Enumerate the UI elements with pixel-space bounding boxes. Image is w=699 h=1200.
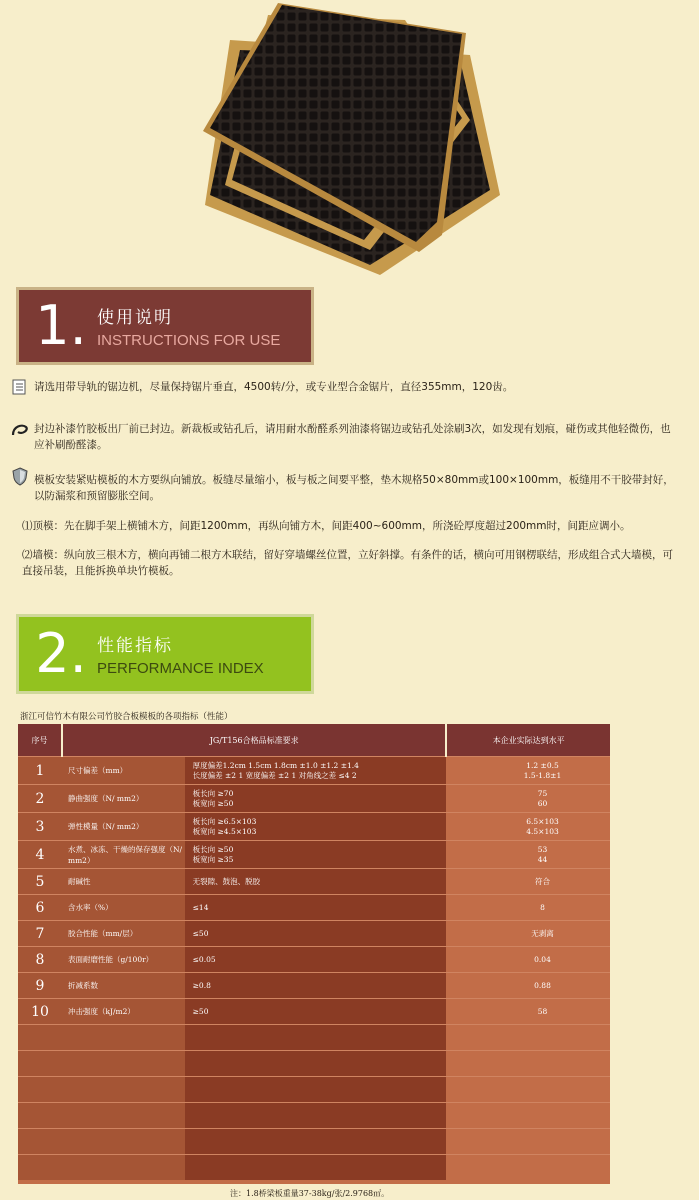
row-standard: [185, 1103, 447, 1129]
row-standard: [185, 1077, 447, 1103]
row-actual: [475, 1025, 610, 1051]
table-caption: 浙江可信竹木有限公司竹胶合板模板的各项指标（性能）: [20, 712, 233, 722]
row-item: [62, 1129, 185, 1155]
row-spacer: [446, 785, 475, 813]
row-item: 弹性模量（N/ mm2）: [62, 813, 185, 841]
instruction-wall-form: ⑵墙模：纵向放三根木方，横向再铺二根方木联结，留好穿墙螺丝位置，立好斜撑。有条件的话，横向可用钢楞联结，形成组合式大墙模，可直接吊装，且能拆换单块竹模板。: [22, 549, 673, 577]
row-number: [18, 1155, 62, 1181]
shield-icon: [10, 466, 30, 486]
table-row: [18, 973, 610, 999]
table-row: [18, 785, 610, 813]
section-title: 使用说明: [97, 308, 173, 328]
actual-line: 58: [537, 1006, 548, 1016]
table-row: [18, 757, 610, 785]
row-spacer: [446, 813, 475, 841]
row-standard: [185, 813, 447, 841]
row-item: 尺寸偏差（mm）: [62, 757, 185, 785]
row-spacer: [446, 1051, 475, 1077]
instruction-top-form: ⑴顶模：先在脚手架上横铺木方，间距1200mm，再纵向铺方木，间距400~600mm，所浇砼厚度超过200mm时，间距应调小。: [22, 520, 631, 532]
row-spacer: [446, 1103, 475, 1129]
col-header-standard: JG/T156合格品标准要求: [62, 724, 446, 757]
row-item: [62, 1077, 185, 1103]
row-standard: [185, 1129, 447, 1155]
row-actual: [475, 1103, 610, 1129]
row-number: 1: [18, 757, 62, 785]
standard-line: ≤50: [192, 928, 209, 938]
standard-line: 板宽向 ≥35: [192, 854, 234, 864]
instruction-cutting: 请选用带导轨的锯边机，尽量保持锯片垂直，4500转/分，或专业型合金锯片，直径355mm，120齿。: [34, 381, 514, 393]
row-item: 耐碱性: [62, 869, 185, 895]
standard-line: 板长向 ≥70: [192, 788, 234, 798]
row-actual: [475, 973, 610, 999]
performance-table: [18, 724, 610, 1184]
actual-line: 4.5×103: [526, 826, 559, 836]
row-spacer: [446, 1077, 475, 1103]
row-item: 折减系数: [62, 973, 185, 999]
standard-line: 厚度偏差1.2cm 1.5cm 1.8cm ±1.0 ±1.2 ±1.4: [192, 760, 359, 770]
row-actual: [475, 1155, 610, 1181]
row-number: 4: [18, 841, 62, 869]
row-item: 表面耐磨性能（g/100r）: [62, 947, 185, 973]
row-standard: [185, 895, 447, 921]
section-header-performance: [16, 614, 314, 694]
section-title: 性能指标: [97, 636, 173, 656]
instruction-sealing: 封边补漆竹胶板出厂前已封边。新裁板或钻孔后，请用耐水酚醛系列油漆将锯边或钻孔处涂刷3次，如发现有划痕，碰伤或其他轻微伤，也应补刷酚醛漆。: [34, 423, 671, 451]
standard-line: 无裂隙、鼓泡、脱胶: [192, 876, 261, 886]
actual-line: 75: [537, 788, 548, 798]
actual-line: 1.2 ±0.5: [526, 760, 559, 770]
row-number: 8: [18, 947, 62, 973]
standard-line: ≥0.8: [192, 980, 211, 990]
standard-line: 板宽向 ≥4.5×103: [192, 826, 257, 836]
row-standard: [185, 947, 447, 973]
row-actual: [475, 841, 610, 869]
brush-icon: [10, 422, 32, 438]
row-number: [18, 1129, 62, 1155]
col-header-no: 序号: [18, 724, 62, 757]
section-number: 2.: [35, 622, 87, 685]
actual-line: 53: [537, 844, 548, 854]
row-spacer: [446, 757, 475, 785]
actual-line: 0.04: [534, 954, 551, 964]
standard-line: ≥50: [192, 1006, 209, 1016]
row-number: [18, 1077, 62, 1103]
row-standard: [185, 757, 447, 785]
row-standard: [185, 1155, 447, 1181]
row-spacer: [446, 841, 475, 869]
row-number: 3: [18, 813, 62, 841]
row-standard: [185, 1051, 447, 1077]
section-subtitle: PERFORMANCE INDEX: [97, 660, 264, 677]
row-number: [18, 1051, 62, 1077]
row-item: [62, 1025, 185, 1051]
row-item: 含水率（%）: [62, 895, 185, 921]
row-number: 6: [18, 895, 62, 921]
table-row: [18, 1103, 610, 1129]
row-item: 胶合性能（mm/层）: [62, 921, 185, 947]
table-row: [18, 921, 610, 947]
row-actual: [475, 921, 610, 947]
row-spacer: [446, 947, 475, 973]
row-item: 冲击强度（kJ/m2）: [62, 999, 185, 1025]
row-spacer: [446, 921, 475, 947]
row-item: 静曲强度（N/ mm2）: [62, 785, 185, 813]
table-row: [18, 947, 610, 973]
actual-line: 44: [537, 854, 548, 864]
row-item: [62, 1155, 185, 1181]
section-subtitle: INSTRUCTIONS FOR USE: [97, 332, 281, 349]
actual-line: 0.88: [534, 980, 551, 990]
col-header-actual: 本企业实际达到水平: [446, 724, 610, 757]
row-actual: [475, 869, 610, 895]
actual-line: 1.5-1.8±1: [523, 770, 562, 780]
standard-line: 板宽向 ≥50: [192, 798, 234, 808]
row-standard: [185, 921, 447, 947]
row-actual: [475, 1129, 610, 1155]
row-actual: [475, 757, 610, 785]
row-number: 10: [18, 999, 62, 1025]
row-actual: [475, 1077, 610, 1103]
row-spacer: [446, 1155, 475, 1181]
row-spacer: [446, 895, 475, 921]
table-row: [18, 1025, 610, 1051]
row-number: 9: [18, 973, 62, 999]
table-row: [18, 869, 610, 895]
standard-line: 板长向 ≥6.5×103: [192, 816, 257, 826]
standard-line: 板长向 ≥50: [192, 844, 234, 854]
product-image: [0, 0, 699, 280]
table-row: [18, 895, 610, 921]
table-row: [18, 1155, 610, 1181]
row-spacer: [446, 869, 475, 895]
row-actual: [475, 947, 610, 973]
row-actual: [475, 999, 610, 1025]
row-standard: [185, 869, 447, 895]
row-item: 水煮、冰冻、干燥的保存强度（N/ mm2）: [62, 841, 185, 869]
row-actual: [475, 813, 610, 841]
document-icon: [10, 378, 30, 396]
section-number: 1.: [35, 294, 87, 357]
row-standard: [185, 973, 447, 999]
table-row: [18, 813, 610, 841]
row-number: [18, 1103, 62, 1129]
section-header-instructions: [16, 287, 314, 365]
row-item: [62, 1103, 185, 1129]
row-standard: [185, 841, 447, 869]
row-spacer: [446, 1025, 475, 1051]
instruction-install: 模板安装紧贴模板的木方要纵向铺放。板缝尽量缩小，板与板之间要平整，垫木规格50×80mm或100×100mm，板缝用不干胶带封好，以防漏浆和预留膨胀空间。: [34, 474, 674, 502]
actual-line: 8: [540, 902, 545, 912]
table-row: [18, 1129, 610, 1155]
row-number: 7: [18, 921, 62, 947]
actual-line: 符合: [535, 876, 550, 886]
standard-line: 长度偏差 ±2 1 宽度偏差 ±2 1 对角线之差 ≤4 2: [192, 770, 357, 780]
row-number: [18, 1025, 62, 1051]
row-actual: [475, 1051, 610, 1077]
actual-line: 无剥离: [531, 928, 554, 938]
row-spacer: [446, 1129, 475, 1155]
row-standard: [185, 999, 447, 1025]
table-note: 注：1.8桥梁板重量37-38kg/张/2.9768㎡。: [230, 1189, 390, 1198]
row-spacer: [446, 999, 475, 1025]
row-spacer: [446, 973, 475, 999]
row-item: [62, 1051, 185, 1077]
row-standard: [185, 1025, 447, 1051]
row-actual: [475, 785, 610, 813]
actual-line: 6.5×103: [526, 816, 559, 826]
actual-line: 60: [537, 798, 548, 808]
row-number: 2: [18, 785, 62, 813]
standard-line: ≤0.05: [192, 954, 216, 964]
table-row: [18, 1051, 610, 1077]
row-standard: [185, 785, 447, 813]
table-row: [18, 999, 610, 1025]
row-actual: [475, 895, 610, 921]
table-row: [18, 1077, 610, 1103]
row-number: 5: [18, 869, 62, 895]
standard-line: ≤14: [192, 902, 209, 912]
table-row: [18, 841, 610, 869]
